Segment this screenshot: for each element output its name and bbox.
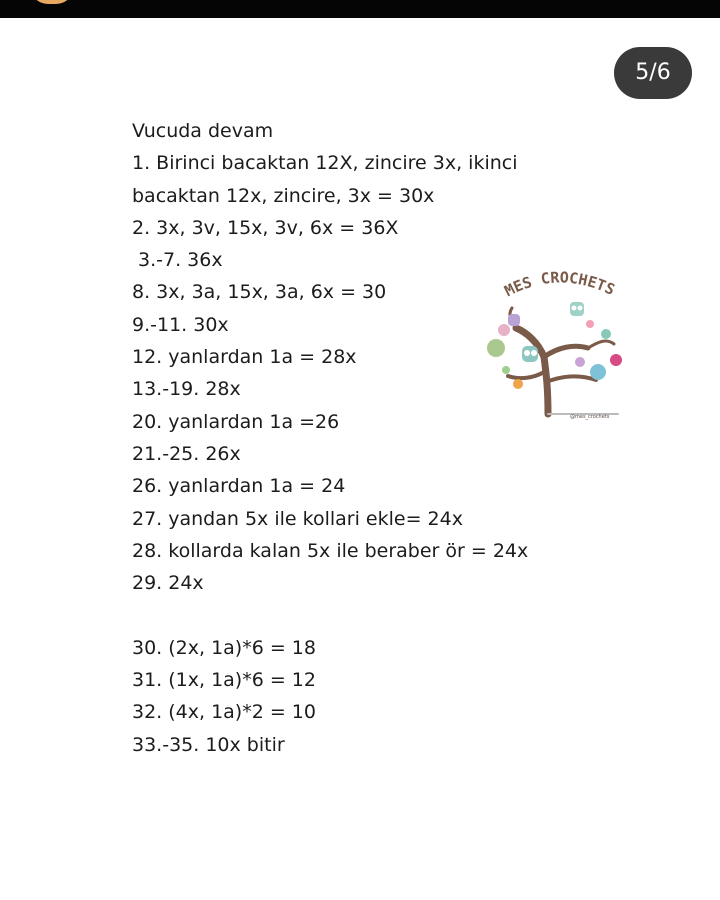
paragraph-gap [132, 599, 692, 631]
owl-icon [522, 346, 538, 362]
pattern-line: 33.-35. 10x bitir [132, 733, 285, 756]
document-title: Vucuda devam [132, 120, 274, 142]
pattern-line: bacaktan 12x, zincire, 3x = 30x [132, 184, 435, 207]
logo-handle-text: @mes_crochets [570, 414, 610, 420]
pattern-line: 27. yandan 5x ile kollari ekle= 24x [132, 507, 463, 530]
owl-icon [570, 302, 584, 316]
pattern-line: 21.-25. 26x [132, 442, 241, 465]
pattern-line: 31. (1x, 1a)*6 = 12 [132, 669, 316, 692]
pattern-line: 8. 3x, 3a, 15x, 3a, 6x = 30 [132, 281, 387, 304]
owl-icon [508, 314, 520, 326]
pattern-line: 1. Birinci bacaktan 12X, zincire 3x, ikinci [132, 152, 518, 175]
pattern-line: 29. 24x [132, 572, 204, 595]
avatar[interactable] [30, 0, 74, 4]
pattern-line: 30. (2x, 1a)*6 = 18 [132, 636, 316, 659]
pattern-line: 9.-11. 30x [132, 313, 229, 336]
pattern-line: 32. (4x, 1a)*2 = 10 [132, 701, 316, 724]
pattern-line: 20. yanlardan 1a =26 [132, 410, 340, 433]
pattern-line: 26. yanlardan 1a = 24 [132, 475, 346, 498]
pattern-line: 13.-19. 28x [132, 378, 241, 401]
pattern-text [132, 115, 692, 761]
logo-brand-text: MES CROCHETS [501, 268, 618, 301]
slide-counter-badge: 5/6 [614, 47, 692, 99]
pattern-line: 3.-7. 36x [138, 249, 223, 272]
pattern-line: 12. yanlardan 1a = 28x [132, 346, 357, 369]
pattern-line: 2. 3x, 3v, 15x, 3v, 6x = 36X [132, 216, 399, 239]
top-bar [0, 0, 720, 18]
mes-crochets-logo [478, 262, 638, 427]
pattern-line: 28. kollarda kalan 5x ile beraber ör = 24x [132, 539, 529, 562]
